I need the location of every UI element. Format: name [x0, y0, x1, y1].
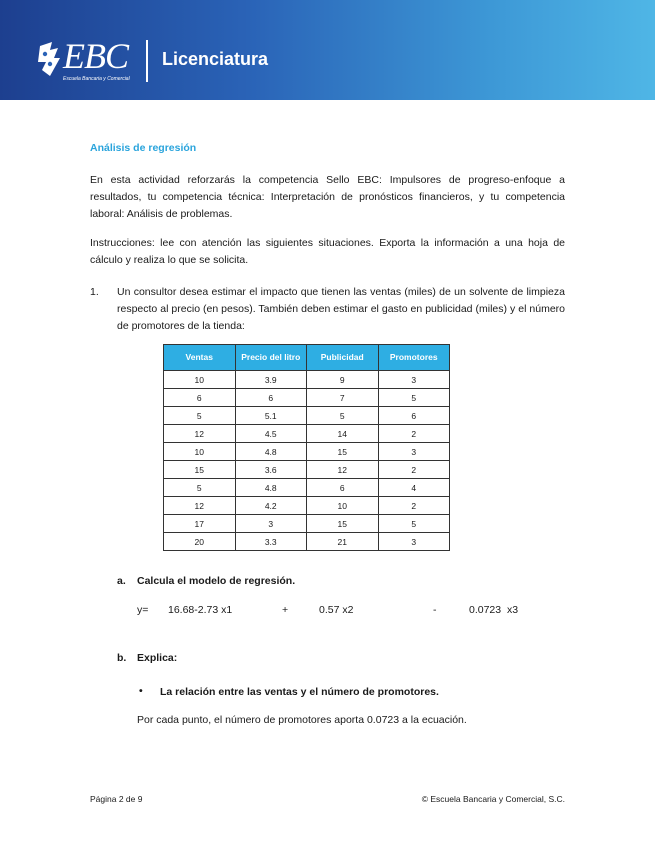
table-row — [164, 389, 450, 407]
table-cell: 6 — [378, 407, 450, 425]
equation-term3: 0.0723 x3 — [469, 604, 519, 616]
part-b-text: Explica: — [137, 652, 178, 664]
bullet-icon: • — [139, 685, 143, 697]
table-cell: 4.5 — [235, 425, 307, 443]
table-cell: 4.2 — [235, 497, 307, 515]
table-cell: 3 — [378, 443, 450, 461]
section-title: Análisis de regresión — [90, 142, 197, 154]
table-cell: 6 — [164, 389, 236, 407]
table-cell: 4.8 — [235, 443, 307, 461]
table-cell: 12 — [164, 425, 236, 443]
instructions-paragraph: Instrucciones: lee con atención las siguientes situaciones. Exporta la información a una hoja de cálculo y realiza lo que se solicita. — [90, 237, 565, 266]
table-cell: 12 — [164, 497, 236, 515]
equation-term1: 16.68-2.73 x1 — [168, 604, 233, 616]
table-row — [164, 479, 450, 497]
table-cell: 5.1 — [235, 407, 307, 425]
table-cell: 2 — [378, 497, 450, 515]
table-cell: 2 — [378, 425, 450, 443]
table-cell: 5 — [164, 479, 236, 497]
table-cell: 21 — [307, 533, 379, 551]
table-row — [164, 533, 450, 551]
equation-op1: + — [282, 604, 289, 616]
table-cell: 4.8 — [235, 479, 307, 497]
table-cell: 5 — [307, 407, 379, 425]
table-cell: 17 — [164, 515, 236, 533]
table-cell: 6 — [307, 479, 379, 497]
table-cell: 6 — [235, 389, 307, 407]
item-text: Un consultor desea estimar el impacto que tienen las ventas (miles) de un solvente de limpieza respecto al precio (en pesos). También deben estimar el gasto en publicidad (miles) y el número de promotores de la tienda: — [117, 286, 565, 332]
col-ventas: Ventas — [164, 345, 236, 371]
table-cell: 3.9 — [235, 371, 307, 389]
header-divider — [146, 40, 148, 82]
col-promotores: Promotores — [378, 345, 450, 371]
answer-text: Por cada punto, el número de promotores aporta 0.0723 a la ecuación. — [137, 714, 467, 726]
table-cell: 4 — [378, 479, 450, 497]
table-row — [164, 443, 450, 461]
table-cell: 5 — [164, 407, 236, 425]
logo-subtitle: Escuela Bancaria y Comercial — [63, 76, 130, 82]
item-number: 1. — [90, 286, 99, 298]
table-cell: 10 — [164, 443, 236, 461]
header-banner — [0, 0, 655, 100]
table-cell: 15 — [307, 443, 379, 461]
table-cell: 9 — [307, 371, 379, 389]
table-row — [164, 497, 450, 515]
table-cell: 10 — [164, 371, 236, 389]
ebc-emblem-icon — [36, 40, 62, 80]
table-cell: 3 — [378, 533, 450, 551]
table-cell: 2 — [378, 461, 450, 479]
table-row — [164, 425, 450, 443]
intro-paragraph: En esta actividad reforzarás la competencia Sello EBC: Impulsores de progreso-enfoque a resultados, tu competencia técnica: Interpretación de pronósticos financieros, y tu competencia laboral: Análisis de problemas. — [90, 174, 565, 220]
col-publicidad: Publicidad — [307, 345, 379, 371]
data-table — [163, 344, 450, 551]
equation-op2: - — [433, 604, 437, 616]
footer-copyright: © Escuela Bancaria y Comercial, S.C. — [421, 794, 565, 804]
table-cell: 3 — [235, 515, 307, 533]
table-row — [164, 371, 450, 389]
table-cell: 5 — [378, 389, 450, 407]
equation-lhs: y= — [137, 604, 149, 616]
table-cell: 5 — [378, 515, 450, 533]
table-row — [164, 515, 450, 533]
page-number: Página 2 de 9 — [90, 794, 143, 804]
table-cell: 3.6 — [235, 461, 307, 479]
table-row — [164, 461, 450, 479]
part-b-label: b. — [117, 652, 127, 664]
program-title: Licenciatura — [162, 49, 269, 69]
table-cell: 15 — [164, 461, 236, 479]
table-cell: 3 — [378, 371, 450, 389]
table-cell: 3.3 — [235, 533, 307, 551]
equation-term2: 0.57 x2 — [319, 604, 354, 616]
table-cell: 12 — [307, 461, 379, 479]
part-a-label: a. — [117, 575, 126, 587]
logo-text: EBC — [63, 36, 128, 76]
table-cell: 10 — [307, 497, 379, 515]
table-cell: 14 — [307, 425, 379, 443]
table-cell: 7 — [307, 389, 379, 407]
part-a-text: Calcula el modelo de regresión. — [137, 575, 296, 587]
col-precio: Precio del litro — [235, 345, 307, 371]
bullet-text: La relación entre las ventas y el número de promotores. — [160, 686, 439, 698]
table-cell: 20 — [164, 533, 236, 551]
table-header-row — [164, 345, 450, 371]
table-cell: 15 — [307, 515, 379, 533]
table-row — [164, 407, 450, 425]
